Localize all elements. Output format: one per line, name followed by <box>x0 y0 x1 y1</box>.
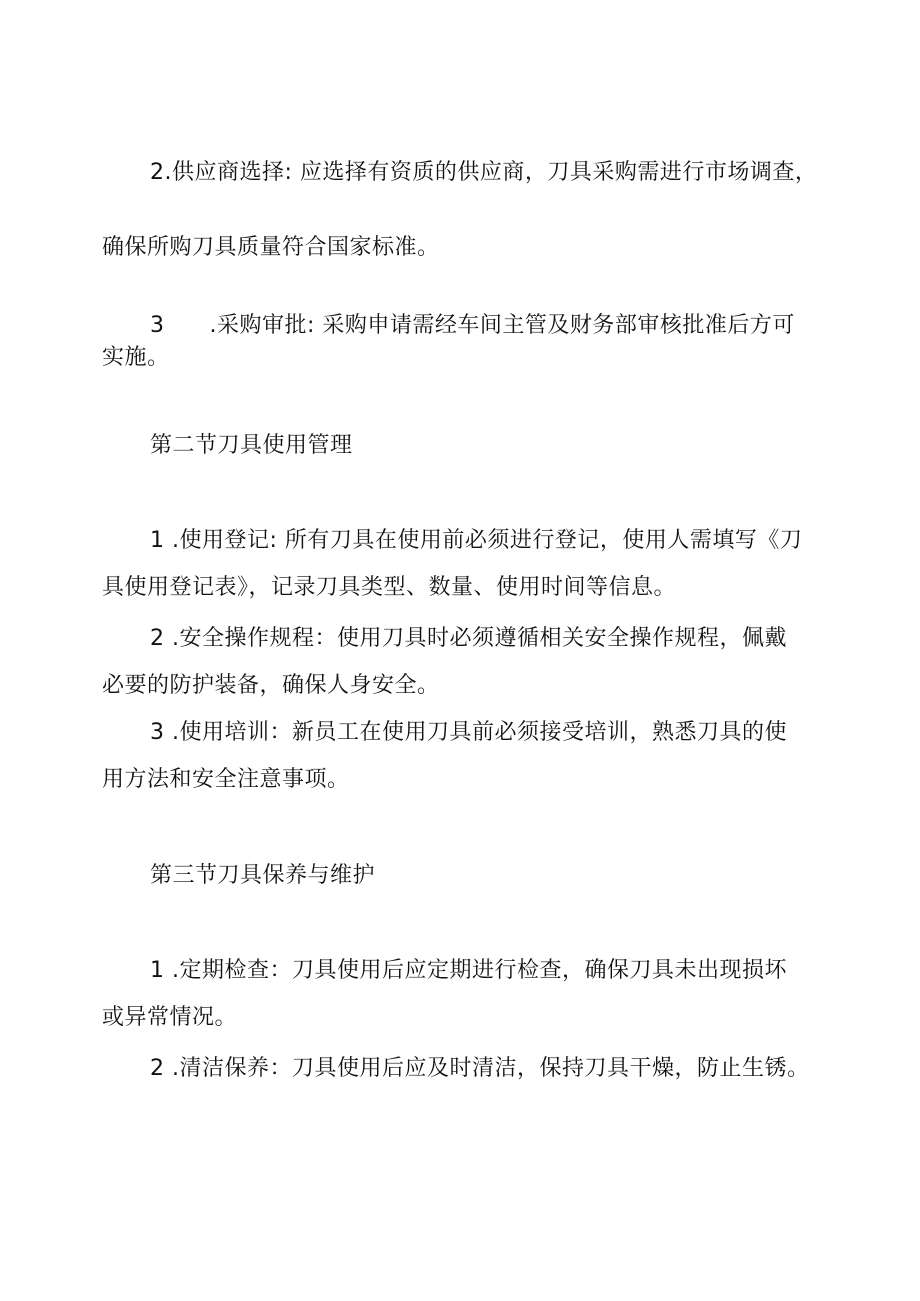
text-line: 用方法和安全注意事项。 <box>102 767 350 792</box>
text-line: 具使用登记表》，记录刀具类型、数量、使用时间等信息。 <box>102 575 677 600</box>
text-line: 2.供应商选择: 应选择有资质的供应商，刀具采购需进行市场调查， <box>150 160 818 185</box>
text-line: 1 .使用登记: 所有刀具在使用前必须进行登记，使用人需填写《刀 <box>150 528 803 553</box>
text-line: 确保所购刀具质量符合国家标准。 <box>102 235 440 260</box>
section-heading-usage-management: 第二节刀具使用管理 <box>150 433 353 458</box>
text-line: 1 .定期检查：刀具使用后应定期进行检查，确保刀具未出现损坏 <box>150 958 787 983</box>
text-line: 或异常情况。 <box>102 1005 238 1030</box>
section-heading-maintenance: 第三节刀具保养与维护 <box>150 863 376 888</box>
text-line: 3 .采购审批: 采购申请需经车间主管及财务部审核批准后方可 <box>150 313 795 338</box>
text-line: 必要的防护装备，确保人身安全。 <box>102 673 440 698</box>
text-line: 3 .使用培训：新员工在使用刀具前必须接受培训，熟悉刀具的使 <box>150 720 787 745</box>
text-line: 2 .清洁保养：刀具使用后应及时清洁，保持刀具干燥，防止生锈。 <box>150 1056 810 1081</box>
text-line: 2 .安全操作规程：使用刀具时必须遵循相关安全操作规程，佩戴 <box>150 626 787 651</box>
text-line: 实施。 <box>102 345 170 370</box>
